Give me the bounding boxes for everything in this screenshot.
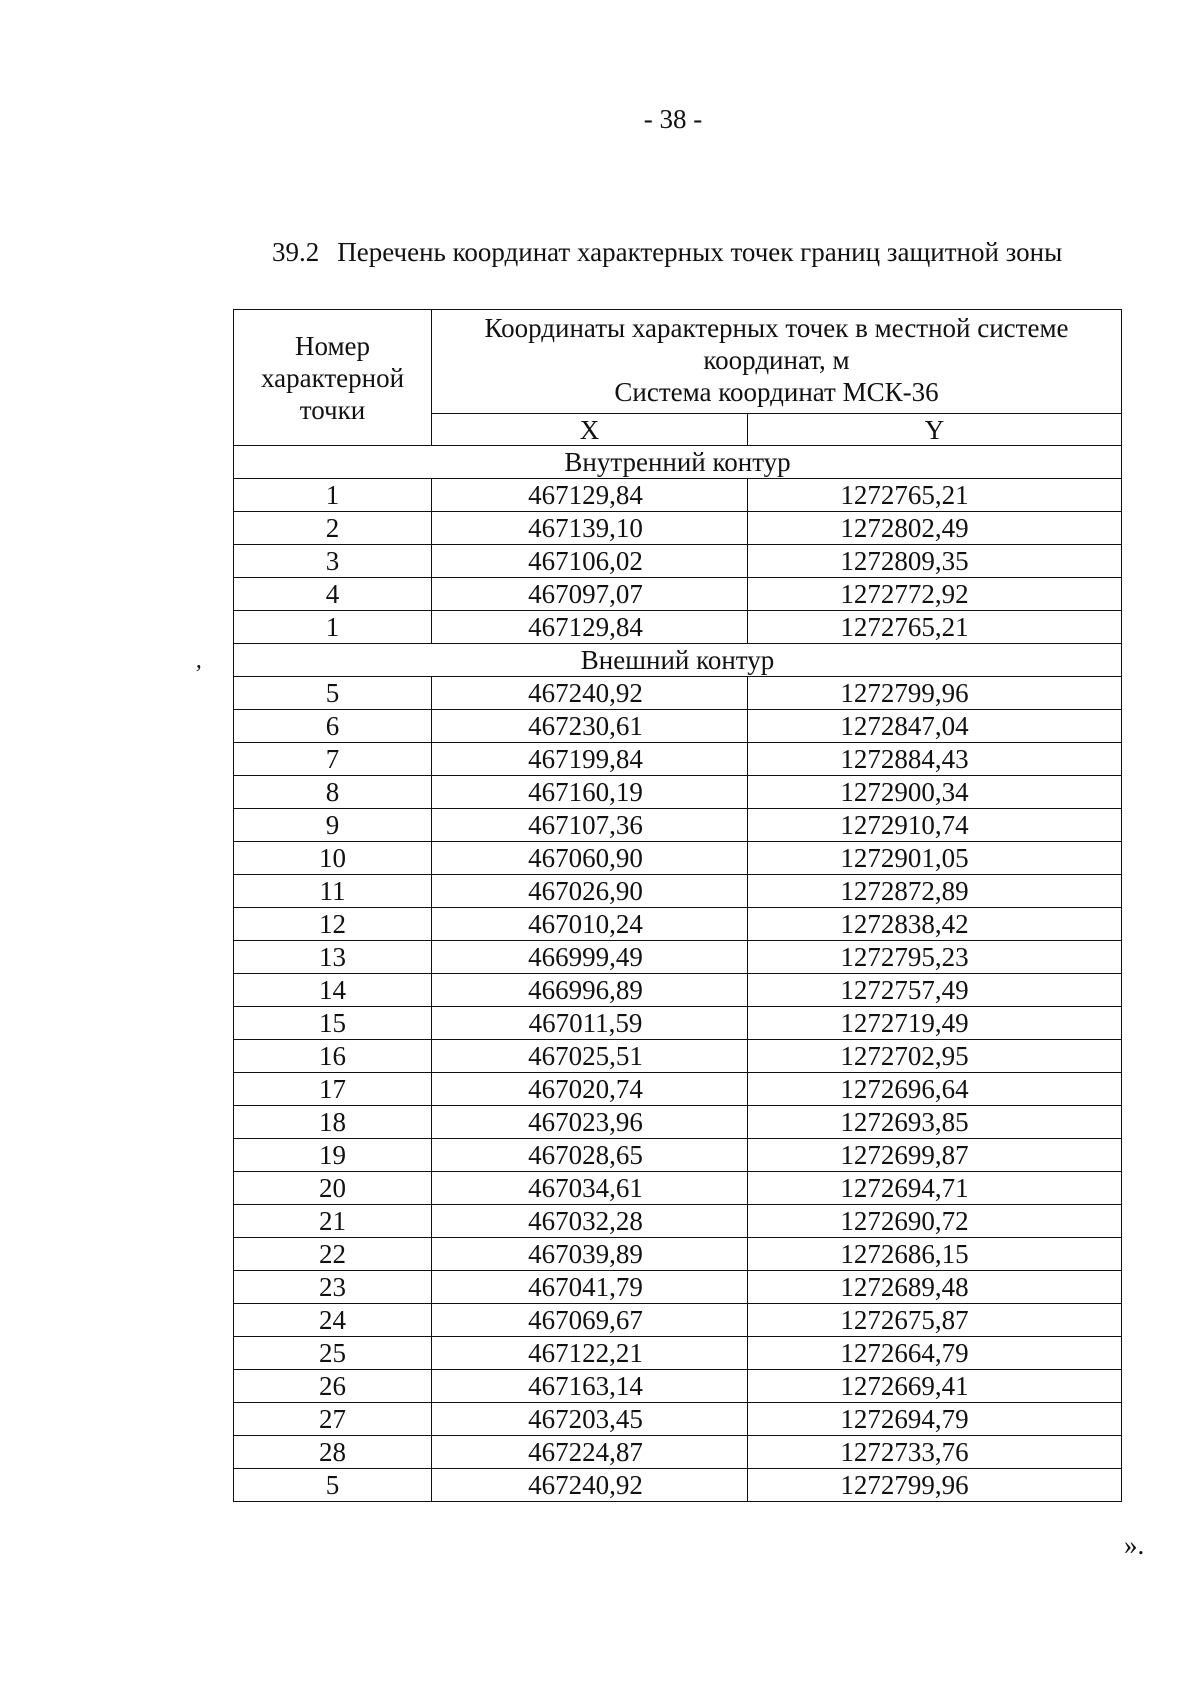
table-row xyxy=(234,710,1122,743)
point-number-cell xyxy=(234,479,432,512)
table-header xyxy=(234,310,1122,446)
point-number-cell-value: 4 xyxy=(325,578,340,609)
table-row xyxy=(234,842,1122,875)
table-row xyxy=(234,545,1122,578)
point-number-cell xyxy=(234,1370,432,1403)
table-row xyxy=(234,1172,1122,1205)
x-coordinate-cell-value: 467129,84 xyxy=(528,479,643,510)
coordinates-table xyxy=(233,309,1122,1502)
table-row xyxy=(234,1073,1122,1106)
x-coordinate-cell xyxy=(432,1469,748,1502)
point-number-cell-value: 7 xyxy=(325,743,340,774)
table-row xyxy=(234,809,1122,842)
point-number-cell-value: 5 xyxy=(325,1469,340,1500)
y-coordinate-cell xyxy=(748,1370,1122,1403)
x-coordinate-cell-value: 467020,74 xyxy=(528,1073,643,1104)
point-number-cell xyxy=(234,1139,432,1172)
x-coordinate-cell xyxy=(432,776,748,809)
point-number-cell-value: 25 xyxy=(319,1337,346,1368)
y-coordinate-cell-value: 1272901,05 xyxy=(840,842,969,873)
x-coordinate-cell-value: 467240,92 xyxy=(528,677,643,708)
y-coordinate-cell xyxy=(748,545,1122,578)
page-number: - 38 - xyxy=(643,104,703,134)
y-coordinate-cell-value: 1272900,34 xyxy=(840,776,969,807)
y-coordinate-cell xyxy=(748,1403,1122,1436)
x-coordinate-cell-value: 467010,24 xyxy=(528,908,643,939)
point-number-cell-value: 19 xyxy=(319,1139,346,1170)
x-coordinate-cell-value: 467023,96 xyxy=(528,1106,643,1137)
table-row xyxy=(234,611,1122,644)
y-coordinate-cell-value: 1272693,85 xyxy=(840,1106,969,1137)
y-coordinate-cell-value: 1272664,79 xyxy=(840,1337,969,1368)
y-coordinate-cell-value: 1272686,15 xyxy=(840,1238,969,1269)
x-coordinate-cell-value: 467011,59 xyxy=(528,1007,643,1038)
point-number-cell xyxy=(234,1337,432,1370)
point-number-cell xyxy=(234,1304,432,1337)
x-coordinate-cell-value: 467107,36 xyxy=(528,809,643,840)
table-row xyxy=(234,1007,1122,1040)
table-row xyxy=(234,479,1122,512)
x-coordinate-cell xyxy=(432,842,748,875)
x-coordinate-cell-value: 467060,90 xyxy=(528,842,643,873)
point-number-cell xyxy=(234,1436,432,1469)
y-coordinate-cell xyxy=(748,611,1122,644)
point-number-cell xyxy=(234,1040,432,1073)
table-row xyxy=(234,908,1122,941)
y-coordinate-cell xyxy=(748,710,1122,743)
point-number-cell xyxy=(234,842,432,875)
point-number-cell xyxy=(234,1469,432,1502)
section-number: 39.2 xyxy=(272,237,320,267)
y-coordinate-cell-value: 1272847,04 xyxy=(840,710,969,741)
y-coordinate-cell-value: 1272772,92 xyxy=(840,578,969,609)
point-number-header-line: Номер xyxy=(294,330,371,361)
x-coordinate-cell xyxy=(432,611,748,644)
x-coordinate-cell-value: 467139,10 xyxy=(528,512,643,543)
point-number-cell-value: 13 xyxy=(319,941,346,972)
x-coordinate-cell xyxy=(432,1073,748,1106)
x-coordinate-cell xyxy=(432,1172,748,1205)
point-number-cell-value: 24 xyxy=(319,1304,346,1335)
table-row xyxy=(234,1436,1122,1469)
x-coordinate-cell-value: 467028,65 xyxy=(528,1139,643,1170)
x-coordinate-cell xyxy=(432,1403,748,1436)
point-number-cell xyxy=(234,1007,432,1040)
table-row xyxy=(234,1106,1122,1139)
x-coordinate-cell-value: 467041,79 xyxy=(528,1271,643,1302)
table-row xyxy=(234,1238,1122,1271)
y-coordinate-cell-value: 1272802,49 xyxy=(840,512,969,543)
table-row xyxy=(234,1403,1122,1436)
y-coordinate-cell xyxy=(748,974,1122,1007)
x-coordinate-cell-value: 467240,92 xyxy=(528,1469,643,1500)
table-row xyxy=(234,974,1122,1007)
y-coordinate-cell-value: 1272694,71 xyxy=(840,1172,969,1203)
x-coordinate-cell xyxy=(432,809,748,842)
x-coordinate-cell xyxy=(432,578,748,611)
y-coordinate-cell xyxy=(748,1172,1122,1205)
point-number-cell-value: 17 xyxy=(319,1073,346,1104)
point-number-cell-value: 21 xyxy=(319,1205,346,1236)
y-coordinate-cell-value: 1272702,95 xyxy=(840,1040,969,1071)
x-coordinate-cell-value: 467122,21 xyxy=(528,1337,643,1368)
x-coordinate-cell xyxy=(432,1139,748,1172)
point-number-cell xyxy=(234,1106,432,1139)
point-number-cell-value: 10 xyxy=(319,842,346,873)
point-number-cell xyxy=(234,1238,432,1271)
y-coordinate-cell-value: 1272910,74 xyxy=(840,809,969,840)
x-coordinate-cell-value: 466996,89 xyxy=(528,974,643,1005)
coordinates-header xyxy=(432,310,1122,414)
point-number-cell-value: 8 xyxy=(325,776,340,807)
point-number-cell-value: 11 xyxy=(319,875,346,906)
x-coordinate-cell xyxy=(432,1370,748,1403)
point-number-cell-value: 6 xyxy=(325,710,340,741)
x-coordinate-cell-value: 467032,28 xyxy=(528,1205,643,1236)
y-coordinate-cell-value: 1272690,72 xyxy=(840,1205,969,1236)
table-row xyxy=(234,1469,1122,1502)
table-row xyxy=(234,1205,1122,1238)
point-number-cell-value: 26 xyxy=(319,1370,346,1401)
y-coordinate-cell-value: 1272838,42 xyxy=(840,908,969,939)
y-coordinate-cell-value: 1272765,21 xyxy=(840,611,969,642)
point-number-header-line: характерной xyxy=(260,362,405,393)
y-coordinate-cell-value: 1272872,89 xyxy=(840,875,969,906)
x-column-header: X xyxy=(432,414,748,446)
point-number-cell-value: 1 xyxy=(325,479,340,510)
x-coordinate-cell-value: 467163,14 xyxy=(528,1370,643,1401)
y-coordinate-cell xyxy=(748,1271,1122,1304)
point-number-cell-value: 1 xyxy=(325,611,340,642)
y-column-header: Y xyxy=(748,414,1122,446)
x-coordinate-cell xyxy=(432,1337,748,1370)
section-title-cell: Внешний контур xyxy=(234,644,1122,677)
point-number-cell xyxy=(234,776,432,809)
y-coordinate-cell-value: 1272733,76 xyxy=(840,1436,969,1467)
y-coordinate-cell xyxy=(748,908,1122,941)
point-number-cell xyxy=(234,677,432,710)
coordinates-header-line: координат, м xyxy=(703,345,850,375)
y-coordinate-cell xyxy=(748,1106,1122,1139)
point-number-cell xyxy=(234,545,432,578)
y-coordinate-cell xyxy=(748,1007,1122,1040)
x-coordinate-cell xyxy=(432,1304,748,1337)
point-number-cell-value: 22 xyxy=(319,1238,346,1269)
x-coordinate-cell-value: 467203,45 xyxy=(528,1403,643,1434)
y-coordinate-cell xyxy=(748,776,1122,809)
x-coordinate-cell-value: 467106,02 xyxy=(528,545,643,576)
y-coordinate-cell xyxy=(748,1073,1122,1106)
y-coordinate-cell xyxy=(748,677,1122,710)
point-number-cell-value: 23 xyxy=(319,1271,346,1302)
y-coordinate-cell-value: 1272765,21 xyxy=(840,479,969,510)
point-number-cell xyxy=(234,512,432,545)
x-coordinate-cell xyxy=(432,908,748,941)
table-row xyxy=(234,875,1122,908)
point-number-header xyxy=(234,310,432,446)
point-number-cell xyxy=(234,743,432,776)
y-coordinate-cell-value: 1272694,79 xyxy=(840,1403,969,1434)
table-row xyxy=(234,1304,1122,1337)
x-coordinate-cell-value: 467034,61 xyxy=(528,1172,643,1203)
x-coordinate-cell-value: 467026,90 xyxy=(528,875,643,906)
x-coordinate-cell xyxy=(432,1007,748,1040)
table-row xyxy=(234,512,1122,545)
point-number-cell-value: 18 xyxy=(319,1106,346,1137)
point-number-cell-value: 9 xyxy=(325,809,340,840)
table-row xyxy=(234,578,1122,611)
point-number-cell-value: 27 xyxy=(319,1403,346,1434)
point-number-cell xyxy=(234,611,432,644)
y-coordinate-cell xyxy=(748,512,1122,545)
y-coordinate-cell xyxy=(748,1205,1122,1238)
y-coordinate-cell xyxy=(748,1040,1122,1073)
x-coordinate-cell xyxy=(432,875,748,908)
table-body xyxy=(234,446,1122,1502)
y-coordinate-cell-value: 1272669,41 xyxy=(840,1370,969,1401)
y-coordinate-cell-value: 1272884,43 xyxy=(840,743,969,774)
x-coordinate-cell xyxy=(432,1271,748,1304)
x-coordinate-cell xyxy=(432,1436,748,1469)
point-number-cell xyxy=(234,710,432,743)
x-coordinate-cell-value: 467097,07 xyxy=(528,578,643,609)
y-coordinate-cell-value: 1272699,87 xyxy=(840,1139,969,1170)
point-number-cell-value: 20 xyxy=(319,1172,346,1203)
y-coordinate-cell xyxy=(748,743,1122,776)
section-row xyxy=(234,446,1122,479)
y-coordinate-cell xyxy=(748,1139,1122,1172)
table-row xyxy=(234,941,1122,974)
x-coordinate-cell xyxy=(432,1040,748,1073)
y-coordinate-cell xyxy=(748,1436,1122,1469)
y-coordinate-cell-value: 1272719,49 xyxy=(840,1007,969,1038)
section-title: Перечень координат характерных точек границ защитной зоны xyxy=(337,237,1063,267)
point-number-cell-value: 14 xyxy=(319,974,346,1005)
x-coordinate-cell-value: 467039,89 xyxy=(528,1238,643,1269)
point-number-cell xyxy=(234,1205,432,1238)
point-number-cell-value: 5 xyxy=(325,677,340,708)
point-number-header-line: точки xyxy=(299,394,366,425)
point-number-cell xyxy=(234,809,432,842)
x-coordinate-cell xyxy=(432,941,748,974)
y-coordinate-cell-value: 1272689,48 xyxy=(840,1271,969,1302)
coordinates-header-line: Система координат МСК-36 xyxy=(614,377,939,407)
y-coordinate-cell xyxy=(748,875,1122,908)
point-number-cell xyxy=(234,578,432,611)
x-coordinate-cell xyxy=(432,677,748,710)
x-coordinate-cell-value: 467129,84 xyxy=(528,611,643,642)
x-coordinate-cell-value: 467224,87 xyxy=(528,1436,643,1467)
point-number-cell xyxy=(234,875,432,908)
point-number-cell xyxy=(234,1073,432,1106)
point-number-cell xyxy=(234,1271,432,1304)
y-coordinate-cell xyxy=(748,941,1122,974)
table-row xyxy=(234,743,1122,776)
closing-quote: ». xyxy=(1124,1530,1145,1560)
y-coordinate-cell-value: 1272809,35 xyxy=(840,545,969,576)
point-number-cell xyxy=(234,1172,432,1205)
y-coordinate-cell-value: 1272675,87 xyxy=(840,1304,969,1335)
x-coordinate-cell xyxy=(432,1238,748,1271)
x-coordinate-cell xyxy=(432,710,748,743)
y-coordinate-cell-value: 1272696,64 xyxy=(840,1073,969,1104)
x-coordinate-cell xyxy=(432,479,748,512)
coordinates-header-line: Координаты характерных точек в местной системе xyxy=(484,313,1069,343)
point-number-cell-value: 16 xyxy=(319,1040,346,1071)
x-coordinate-cell xyxy=(432,512,748,545)
stray-mark: ʼ xyxy=(193,661,201,687)
y-coordinate-cell-value: 1272799,96 xyxy=(840,1469,969,1500)
y-coordinate-cell xyxy=(748,1337,1122,1370)
y-coordinate-cell xyxy=(748,578,1122,611)
x-coordinate-cell xyxy=(432,1205,748,1238)
section-title-cell: Внутренний контур xyxy=(234,446,1122,479)
point-number-cell-value: 3 xyxy=(325,545,340,576)
point-number-cell xyxy=(234,974,432,1007)
x-coordinate-cell-value: 467025,51 xyxy=(528,1040,643,1071)
point-number-cell-value: 15 xyxy=(319,1007,346,1038)
x-coordinate-cell-value: 466999,49 xyxy=(528,941,643,972)
x-coordinate-cell xyxy=(432,545,748,578)
point-number-cell xyxy=(234,1403,432,1436)
table-row xyxy=(234,677,1122,710)
section-row xyxy=(234,644,1122,677)
point-number-cell-value: 12 xyxy=(319,908,346,939)
x-coordinate-cell-value: 467199,84 xyxy=(528,743,643,774)
y-coordinate-cell xyxy=(748,1238,1122,1271)
table-row xyxy=(234,1370,1122,1403)
table-row xyxy=(234,1337,1122,1370)
x-coordinate-cell-value: 467230,61 xyxy=(528,710,643,741)
point-number-cell-value: 28 xyxy=(319,1436,346,1467)
y-coordinate-cell-value: 1272795,23 xyxy=(840,941,969,972)
y-coordinate-cell xyxy=(748,1469,1122,1502)
x-coordinate-cell xyxy=(432,1106,748,1139)
point-number-cell xyxy=(234,941,432,974)
y-coordinate-cell-value: 1272757,49 xyxy=(840,974,969,1005)
point-number-cell xyxy=(234,908,432,941)
table-row xyxy=(234,1040,1122,1073)
x-coordinate-cell-value: 467160,19 xyxy=(528,776,643,807)
y-coordinate-cell-value: 1272799,96 xyxy=(840,677,969,708)
section-heading xyxy=(272,237,1062,268)
y-coordinate-cell xyxy=(748,809,1122,842)
table-row xyxy=(234,1271,1122,1304)
table-row xyxy=(234,1139,1122,1172)
x-coordinate-cell xyxy=(432,974,748,1007)
y-coordinate-cell xyxy=(748,479,1122,512)
y-coordinate-cell xyxy=(748,1304,1122,1337)
point-number-cell-value: 2 xyxy=(325,512,340,543)
x-coordinate-cell xyxy=(432,743,748,776)
table-row xyxy=(234,776,1122,809)
y-coordinate-cell xyxy=(748,842,1122,875)
x-coordinate-cell-value: 467069,67 xyxy=(528,1304,643,1335)
